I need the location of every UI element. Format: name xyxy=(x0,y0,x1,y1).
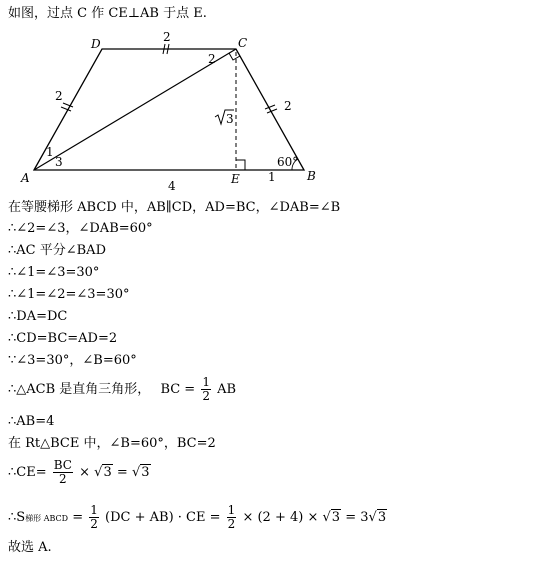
line-right-triangle xyxy=(8,376,236,404)
ce-eq: = xyxy=(116,465,128,480)
right-triangle-lhs: BC = xyxy=(160,382,196,397)
line-2: ∴∠2=∠3，∠DAB=60° xyxy=(8,221,153,236)
line-1: 在等腰梯形 ABCD 中，AB∥CD，AD=BC，∠DAB=∠B xyxy=(8,200,341,215)
line-ab: ∴AB=4 xyxy=(8,414,55,429)
fraction-half-3 xyxy=(227,504,237,531)
vertex-c-label: C xyxy=(238,36,248,50)
vertex-e-label: E xyxy=(231,172,240,186)
vertex-d-label: D xyxy=(91,37,101,51)
side-bc-label: 2 xyxy=(284,99,292,113)
area-eq1: = xyxy=(72,510,84,525)
line-ce xyxy=(8,458,151,488)
sqrt-3-d: √3 xyxy=(368,510,387,525)
fraction-numerator: 1 xyxy=(227,503,236,517)
line-6: ∴DA=DC xyxy=(8,309,68,324)
line-rt: 在 Rt△BCE 中，∠B=60°，BC=2 xyxy=(8,436,216,451)
side-dc-label: 2 xyxy=(163,30,171,44)
angle-3-label: 3 xyxy=(55,155,63,169)
line-5: ∴∠1=∠2=∠3=30° xyxy=(8,287,130,302)
fraction-numerator: 1 xyxy=(90,503,98,517)
line-7: ∴CD=BC=AD=2 xyxy=(8,331,118,346)
fraction-numerator: BC xyxy=(53,458,72,472)
ce-sqrt-radicand: 3 xyxy=(226,112,234,126)
fraction-bc-over-2 xyxy=(53,459,73,486)
fraction-half-2 xyxy=(89,504,99,531)
area-subscript: 梯形 ABCD xyxy=(25,514,69,523)
line-area xyxy=(8,503,387,534)
ce-pre: ∴CE= xyxy=(8,465,47,480)
diagonal-ac xyxy=(34,49,236,170)
line-3: ∴AC 平分∠BAD xyxy=(8,243,106,258)
area-expr2: × (2 + 4) × xyxy=(242,510,319,525)
right-angle-mark-e xyxy=(236,160,245,170)
fraction-numerator: 1 xyxy=(202,375,210,389)
vertex-b-label: B xyxy=(307,169,316,183)
area-pre: ∴S xyxy=(8,510,26,525)
fraction-denominator: 2 xyxy=(59,472,67,486)
angle-2-label: 2 xyxy=(208,52,216,66)
trapezoid-figure xyxy=(0,0,543,200)
fraction-denominator: 2 xyxy=(90,517,98,531)
line-8: ∵∠3=30°，∠B=60° xyxy=(8,353,137,368)
intro-text: 如图，过点 C 作 CE⊥AB 于点 E. xyxy=(8,6,207,21)
sqrt-3-a: √3 xyxy=(94,465,112,480)
line-4: ∴∠1=∠3=30° xyxy=(8,265,100,280)
ce-times: × xyxy=(79,465,91,480)
fraction-denominator: 2 xyxy=(227,517,236,531)
right-triangle-pre: ∴△ACB 是直角三角形， xyxy=(8,382,151,397)
area-expr1: (DC + AB) · CE = xyxy=(105,510,221,525)
vertex-a-label: A xyxy=(21,171,30,185)
right-triangle-post: AB xyxy=(217,382,237,397)
side-ad-label: 2 xyxy=(55,89,63,103)
angle-b-label: 60° xyxy=(277,155,299,169)
conclusion-text: 故选 A. xyxy=(8,540,52,555)
angle-1-label: 1 xyxy=(46,145,54,159)
trapezoid-abcd xyxy=(34,49,304,170)
side-ab-label: 4 xyxy=(168,179,176,193)
sqrt-3-c: √3 xyxy=(322,510,341,525)
area-eq2: = 3 xyxy=(345,510,369,525)
side-eb-label: 1 xyxy=(268,170,276,184)
sqrt-3-b: √3 xyxy=(131,465,150,480)
fraction-denominator: 2 xyxy=(202,389,210,403)
fraction-half-1 xyxy=(201,376,211,403)
